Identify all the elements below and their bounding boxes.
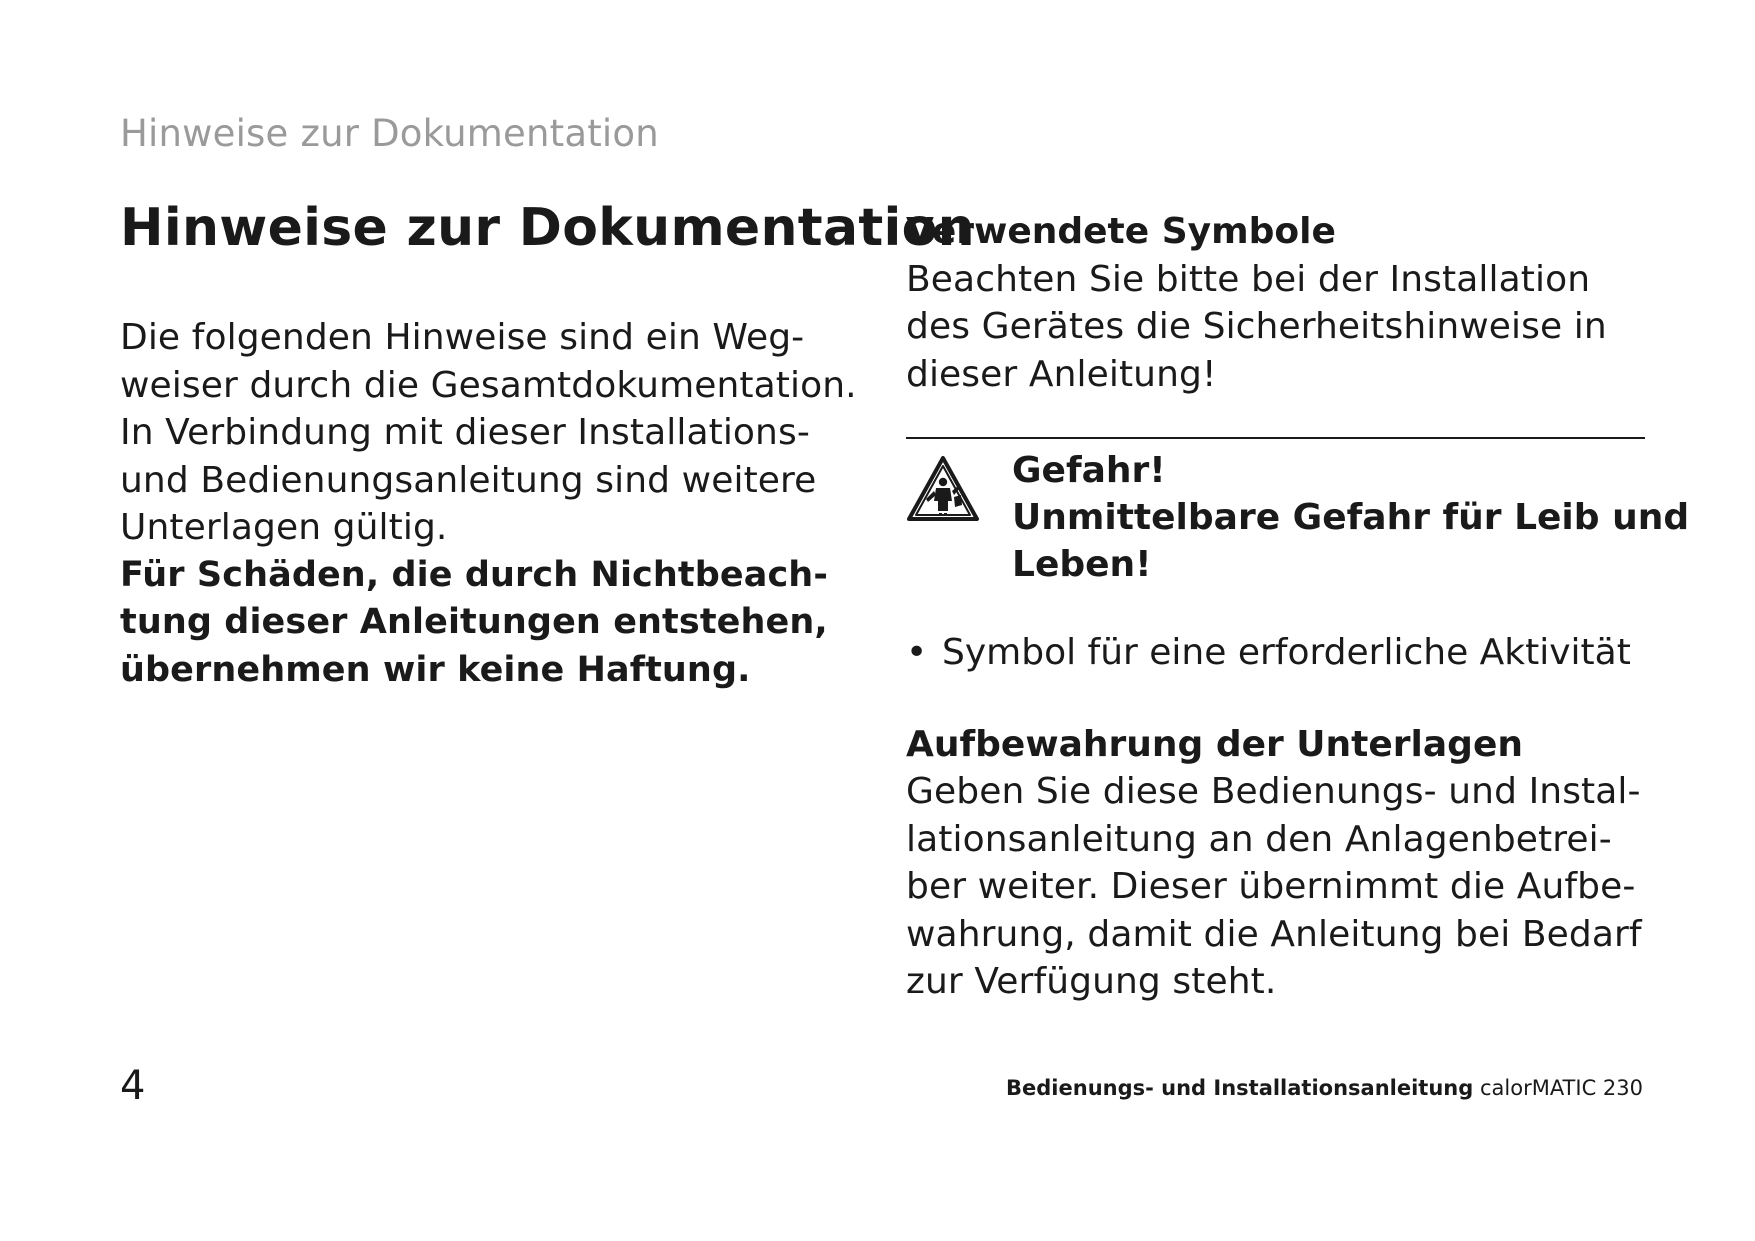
liability-line: tung dieser Anleitungen entstehen, (120, 602, 828, 642)
footer-product-name: calorMATIC 230 (1479, 1076, 1643, 1100)
storage-line: lationsanleitung an den Anlagenbetrei- (906, 818, 1612, 860)
intro-line: weiser durch die Gesamtdokumentation. (120, 364, 857, 406)
danger-warning-text (1012, 447, 1689, 588)
intro-line: Unterlagen gültig. (120, 507, 448, 548)
activity-symbol-item (906, 629, 1646, 677)
symbols-line: Beachten Sie bitte bei der Installation (906, 258, 1591, 300)
liability-line: Für Schäden, die durch Nichtbeach- (120, 554, 828, 595)
storage-line: zur Verfügung steht. (906, 961, 1277, 1002)
left-column (120, 196, 975, 694)
footer-manual-title: Bedienungs- und Installationsanleitung (1006, 1076, 1474, 1100)
storage-paragraph (906, 768, 1646, 1006)
storage-heading: Aufbewahrung der Unterlagen (906, 723, 1523, 765)
page-number: 4 (120, 1063, 146, 1109)
bullet-icon: • (906, 632, 928, 673)
symbols-line: des Gerätes die Sicherheitshinweise in (906, 306, 1607, 347)
warning-title: Gefahr! (1012, 450, 1166, 491)
right-column (906, 208, 1690, 1006)
storage-line: Geben Sie diese Bedienungs- und Instal- (906, 771, 1641, 812)
section-divider (906, 437, 1645, 439)
symbols-paragraph (906, 256, 1646, 399)
activity-symbol-text: Symbol für eine erforderliche Aktivität (942, 632, 1631, 673)
storage-section (906, 721, 1646, 1006)
page-title: Hinweise zur Dokumentation (120, 198, 975, 258)
running-header: Hinweise zur Dokumentation (120, 112, 659, 155)
symbols-line: dieser Anleitung! (906, 353, 1217, 395)
liability-line: übernehmen wir keine Haftung. (120, 649, 751, 690)
liability-notice (120, 552, 860, 695)
intro-line: In Verbindung mit dieser Installations- (120, 412, 810, 453)
danger-warning-triangle-icon (906, 455, 980, 523)
danger-warning-block (906, 447, 1690, 587)
intro-line: und Bedienungsanleitung sind weitere (120, 459, 817, 501)
storage-line: ber weiter. Dieser übernimmt die Aufbe- (906, 866, 1636, 907)
storage-line: wahrung, damit die Anleitung bei Bedarf (906, 913, 1642, 955)
symbols-heading: Verwendete Symbole (906, 211, 1336, 252)
footer-manual-info (1006, 1076, 1643, 1100)
intro-paragraph (120, 314, 860, 552)
warning-line: Leben! (1012, 544, 1152, 585)
intro-line: Die folgenden Hinweise sind ein Weg- (120, 317, 805, 358)
warning-line: Unmittelbare Gefahr für Leib und (1012, 497, 1690, 538)
